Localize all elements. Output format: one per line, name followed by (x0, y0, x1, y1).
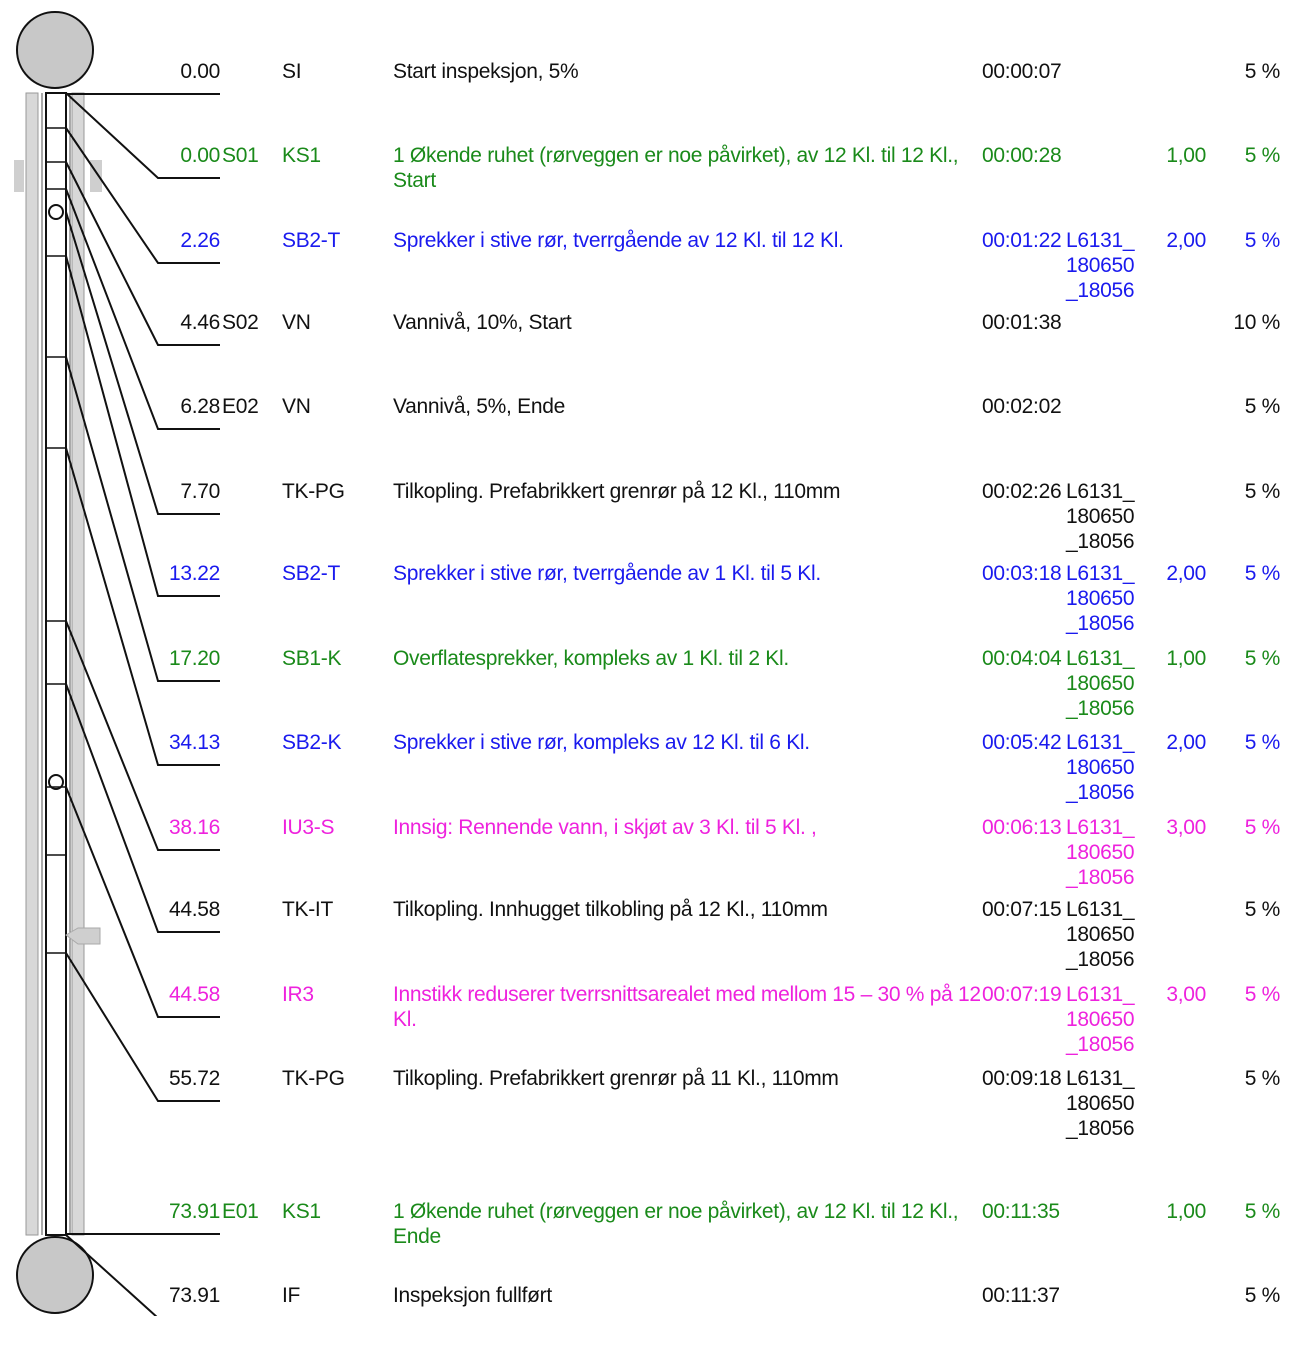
observation-description: 1 Økende ruhet (rørveggen er noe påvirket), av 12 Kl. til 12 Kl., Ende (393, 1200, 959, 1248)
observation-description: Vannivå, 10%, Start (393, 311, 572, 334)
distance: 0.00 (180, 60, 220, 83)
photo-reference: L6131_ 180650 _18056 (1066, 480, 1135, 553)
water-level: 5 % (1244, 229, 1280, 252)
photo-reference: L6131_ 180650 _18056 (1066, 1067, 1135, 1140)
severity-grade: 2,00 (1166, 229, 1206, 252)
water-level: 5 % (1244, 562, 1280, 585)
observation-description: Inspeksjon fullført (393, 1284, 552, 1307)
observation-description: Vannivå, 5%, Ende (393, 395, 565, 418)
observation-description: Innstikk reduserer tverrsnittsarealet med mellom 15 – 30 % på 12 Kl. (393, 983, 981, 1031)
observation-code: KS1 (282, 1200, 321, 1223)
video-time: 00:11:35 (982, 1200, 1060, 1223)
distance: 44.58 (168, 898, 220, 921)
video-time: 00:07:15 (982, 898, 1062, 921)
observation-description: Overflatesprekker, kompleks av 1 Kl. til 2 Kl. (393, 647, 789, 670)
water-level: 5 % (1244, 647, 1280, 670)
water-level: 5 % (1244, 1067, 1280, 1090)
distance: 73.91 (168, 1284, 220, 1307)
observation-code: SB2-T (282, 229, 341, 252)
distance: 7.70 (180, 480, 220, 503)
photo-reference: L6131_ 180650 _18056 (1066, 647, 1135, 720)
observation-code: VN (282, 311, 311, 334)
observation-code: TK-IT (282, 898, 333, 921)
observation-row (0, 730, 1304, 814)
observation-row (0, 310, 1304, 394)
video-time: 00:09:18 (982, 1067, 1062, 1090)
observation-description: Tilkopling. Prefabrikkert grenrør på 11 Kl., 110mm (393, 1067, 839, 1090)
water-level: 5 % (1244, 60, 1280, 83)
observation-row (0, 59, 1304, 143)
water-level: 5 % (1244, 144, 1280, 167)
video-time: 00:03:18 (982, 562, 1062, 585)
observation-code: IR3 (282, 983, 314, 1006)
observation-description: Start inspeksjon, 5% (393, 60, 579, 83)
distance: 17.20 (168, 647, 220, 670)
severity-grade: 2,00 (1166, 562, 1206, 585)
observation-description: Tilkopling. Innhugget tilkobling på 12 Kl., 110mm (393, 898, 828, 921)
observation-row (0, 897, 1304, 981)
video-time: 00:07:19 (982, 983, 1062, 1006)
video-time: 00:01:38 (982, 311, 1062, 334)
observation-code: SB2-T (282, 562, 341, 585)
video-time: 00:04:04 (982, 647, 1062, 670)
water-level: 5 % (1244, 1284, 1280, 1307)
observation-row (0, 143, 1304, 227)
video-time: 00:06:13 (982, 816, 1062, 839)
severity-grade: 2,00 (1166, 731, 1206, 754)
video-time: 00:01:22 (982, 229, 1062, 252)
water-level: 5 % (1244, 1200, 1280, 1223)
water-level: 5 % (1244, 816, 1280, 839)
water-level: 5 % (1244, 983, 1280, 1006)
photo-reference: L6131_ 180650 _18056 (1066, 983, 1135, 1056)
water-level: 10 % (1233, 311, 1280, 334)
photo-reference: L6131_ 180650 _18056 (1066, 898, 1135, 971)
observation-code: TK-PG (282, 480, 345, 503)
video-time: 00:11:37 (982, 1284, 1060, 1307)
observation-code: VN (282, 395, 311, 418)
observation-code: TK-PG (282, 1067, 345, 1090)
distance: 44.58 (168, 983, 220, 1006)
severity-grade: 3,00 (1166, 983, 1206, 1006)
section-code: E01 (222, 1200, 259, 1223)
photo-reference: L6131_ 180650 _18056 (1066, 731, 1135, 804)
observation-row (0, 1199, 1304, 1283)
observation-description: Sprekker i stive rør, tverrgående av 1 Kl. til 5 Kl. (393, 562, 821, 585)
observation-code: KS1 (282, 144, 321, 167)
observation-row (0, 479, 1304, 563)
distance: 4.46 (180, 311, 220, 334)
water-level: 5 % (1244, 898, 1280, 921)
video-time: 00:00:28 (982, 144, 1062, 167)
section-code: E02 (222, 395, 259, 418)
distance: 6.28 (180, 395, 220, 418)
distance: 38.16 (168, 816, 220, 839)
observation-row (0, 228, 1304, 312)
water-level: 5 % (1244, 480, 1280, 503)
observation-row (0, 815, 1304, 899)
severity-grade: 1,00 (1166, 1200, 1206, 1223)
section-code: S02 (222, 311, 259, 334)
video-time: 00:00:07 (982, 60, 1062, 83)
observation-description: Tilkopling. Prefabrikkert grenrør på 12 Kl., 110mm (393, 480, 841, 503)
severity-grade: 3,00 (1166, 816, 1206, 839)
observation-row (0, 982, 1304, 1066)
observation-code: IF (282, 1284, 301, 1307)
distance: 13.22 (168, 562, 220, 585)
severity-grade: 1,00 (1166, 144, 1206, 167)
video-time: 00:02:02 (982, 395, 1062, 418)
observation-row (0, 561, 1304, 645)
observation-description: Innsig: Rennende vann, i skjøt av 3 Kl. til 5 Kl. , (393, 816, 817, 839)
observation-row (0, 1283, 1304, 1367)
water-level: 5 % (1244, 395, 1280, 418)
photo-reference: L6131_ 180650 _18056 (1066, 229, 1135, 302)
observation-code: SI (282, 60, 302, 83)
observation-code: SB1-K (282, 647, 342, 670)
observation-description: 1 Økende ruhet (rørveggen er noe påvirket), av 12 Kl. til 12 Kl., Start (393, 144, 959, 192)
observation-description: Sprekker i stive rør, kompleks av 12 Kl. til 6 Kl. (393, 731, 810, 754)
photo-reference: L6131_ 180650 _18056 (1066, 816, 1135, 889)
water-level: 5 % (1244, 731, 1280, 754)
distance: 55.72 (168, 1067, 220, 1090)
observation-row (0, 394, 1304, 478)
observation-row (0, 1066, 1304, 1150)
distance: 2.26 (180, 229, 220, 252)
video-time: 00:02:26 (982, 480, 1062, 503)
observation-code: IU3-S (282, 816, 335, 839)
severity-grade: 1,00 (1166, 647, 1206, 670)
observation-description: Sprekker i stive rør, tverrgående av 12 Kl. til 12 Kl. (393, 229, 844, 252)
distance: 73.91 (168, 1200, 220, 1223)
observation-row (0, 646, 1304, 730)
video-time: 00:05:42 (982, 731, 1062, 754)
distance: 34.13 (168, 731, 220, 754)
observation-code: SB2-K (282, 731, 342, 754)
section-code: S01 (222, 144, 259, 167)
distance: 0.00 (180, 144, 220, 167)
photo-reference: L6131_ 180650 _18056 (1066, 562, 1135, 635)
